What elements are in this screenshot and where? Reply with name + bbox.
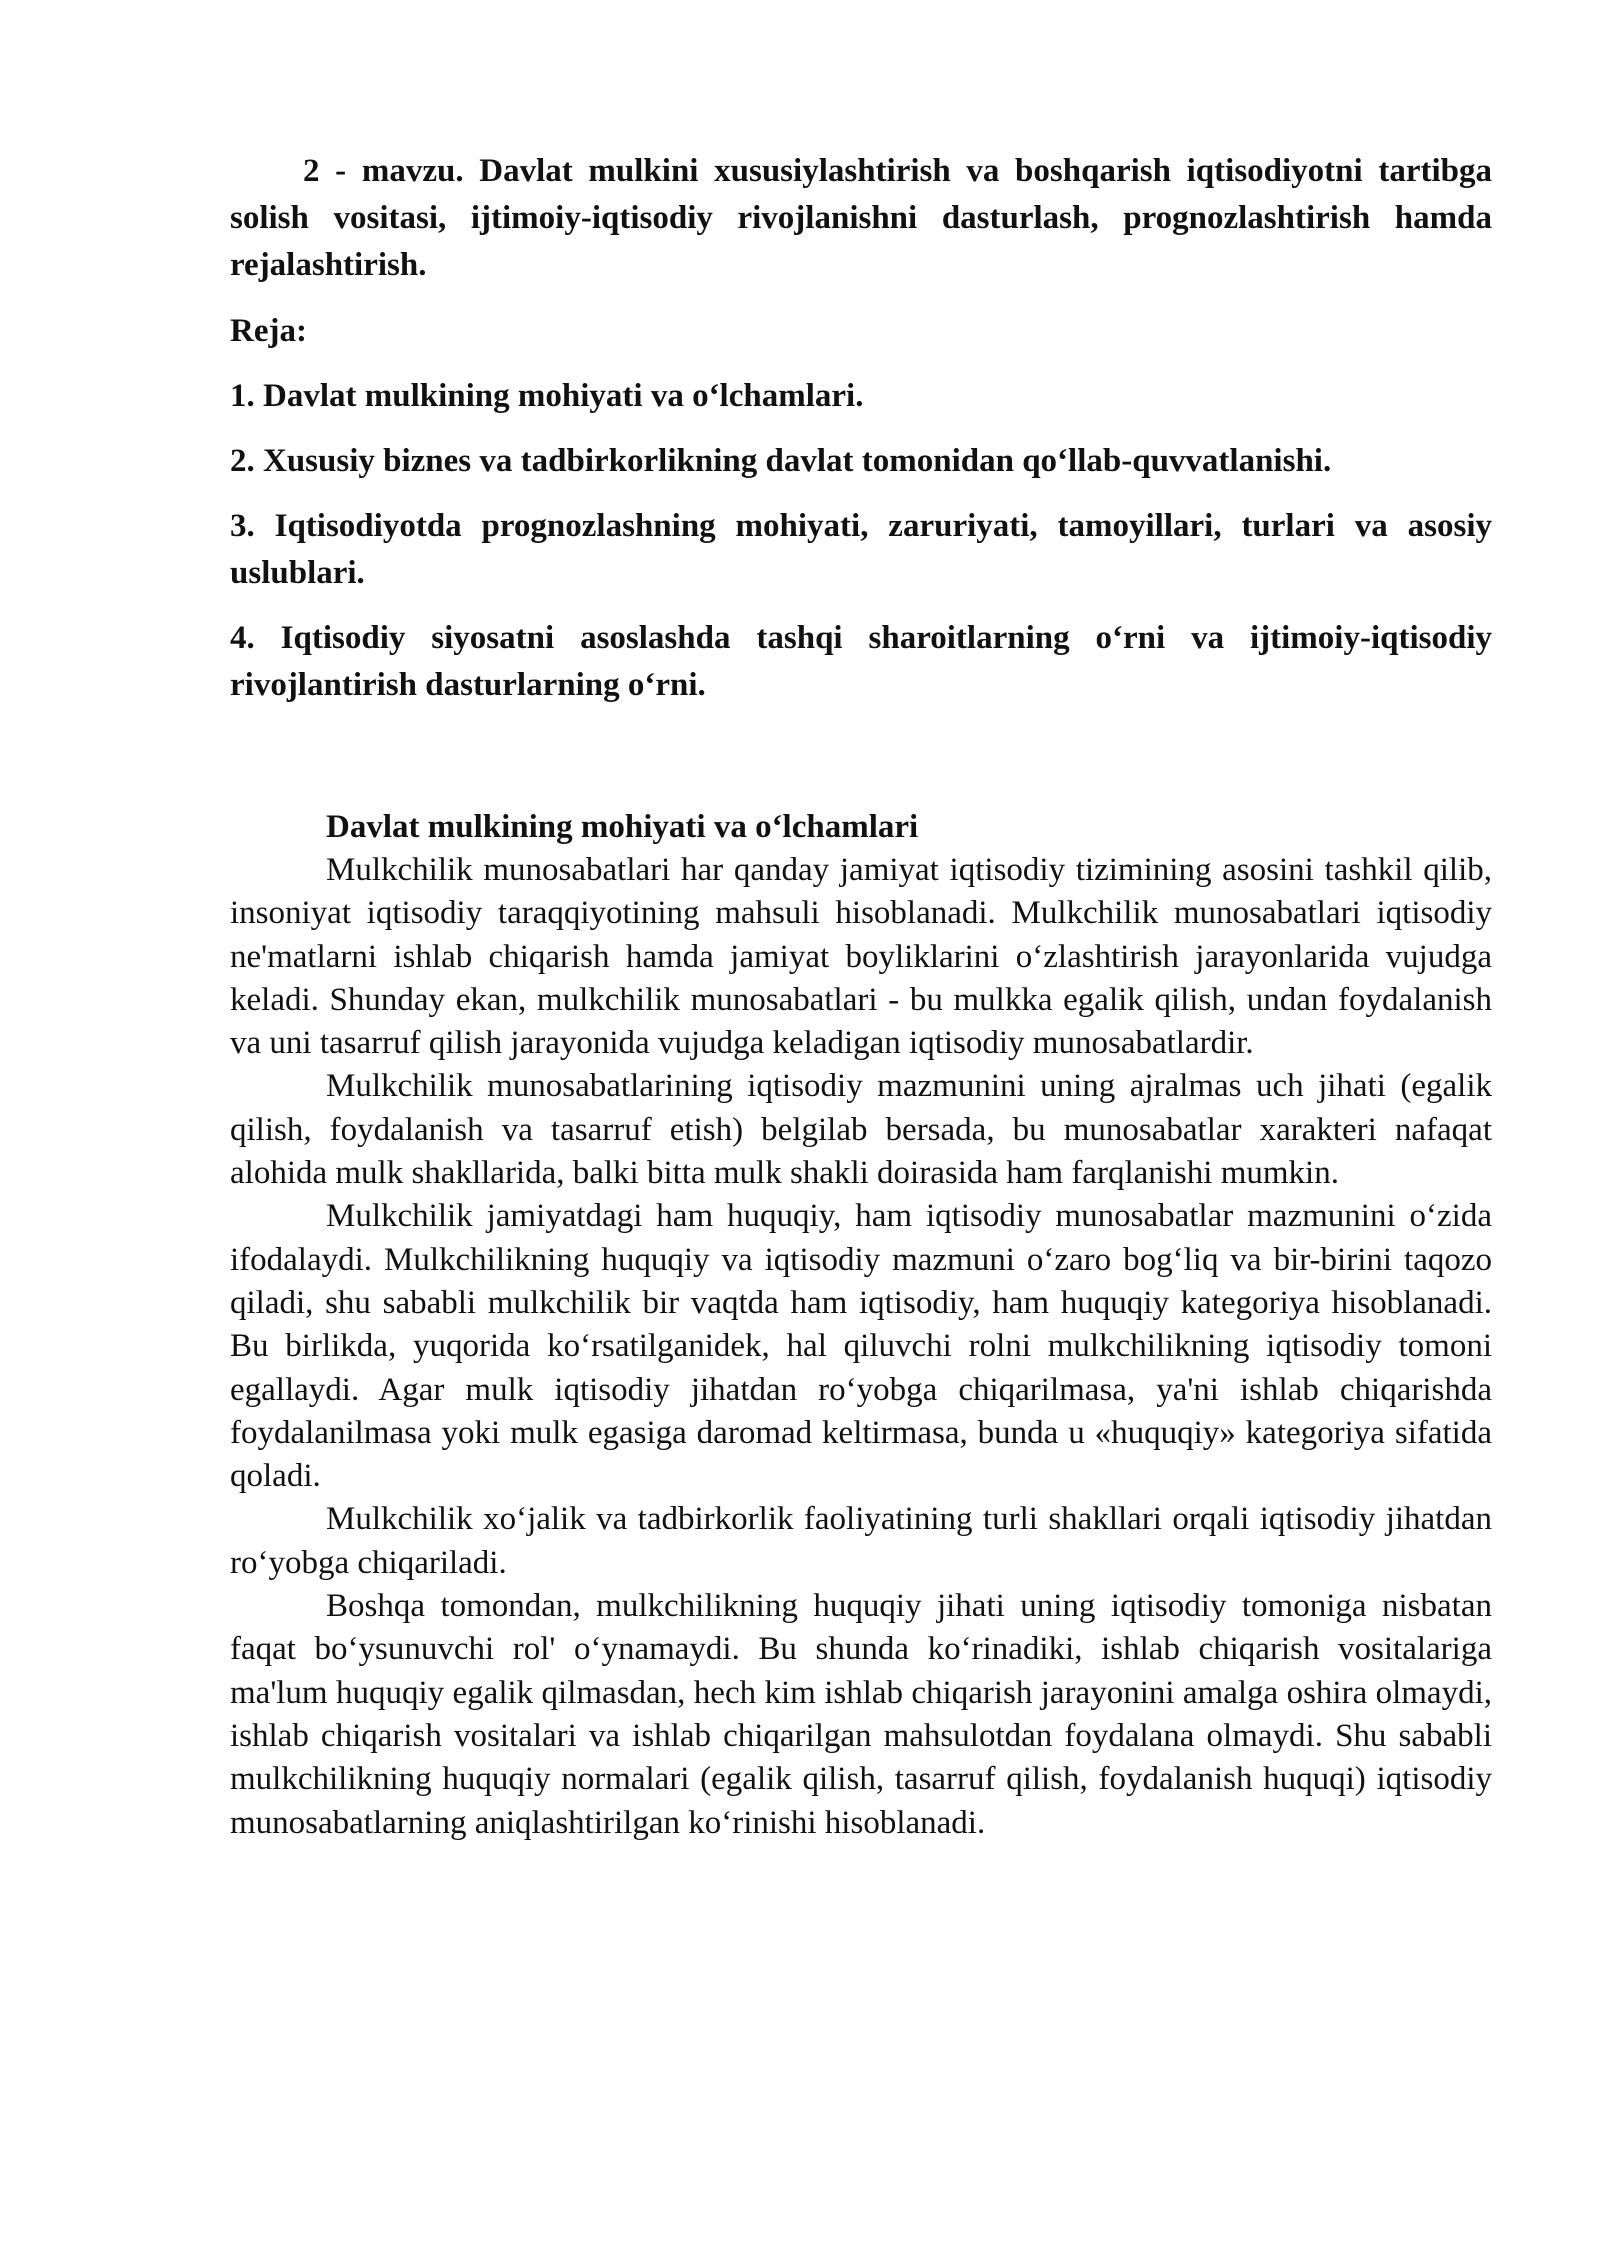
topic-number: 2 - mavzu. (303, 153, 464, 189)
paragraph-1: Mulkchilik munosabatlari har qanday jamiyat iqtisodiy tizimining asosini tashkil qilib, insoniyat iqtisodiy taraqqiyotining mahsuli hisoblanadi. Mulkchilik munosabatlari iqtisodiy ne'matlarni ishlab chiqarish hamda jamiyat boyliklarini o‘zlashtirish jarayonlarida vujudga keladi. Shunday ekan, mulkchilik munosabatlari - bu mulkka egalik qilish, undan foydalanish va uni tasarruf qilish jarayonida vujudga keladigan iqtisodiy munosabatlardir. (230, 852, 1492, 1062)
paragraph-3: Mulkchilik jamiyatdagi ham huquqiy, ham iqtisodiy munosabatlar mazmunini o‘zida ifodalaydi. Mulkchilikning huquqiy va iqtisodiy mazmuni o‘zaro bog‘liq va bir-birini taqozo qiladi, shu sababli mulkchilik bir vaqtda ham iqtisodiy, ham huquqiy kategoriya hisoblanadi. Bu birlikda, yuqorida ko‘rsatilganidek, hal qiluvchi rolni mulkchilikning iqtisodiy tomoni egallaydi. Agar mulk iqtisodiy jihatdan ro‘yobga chiqarilmasa, ya'ni ishlab chiqarishda foydalanilmasa yoki mulk egasiga daromad keltirmasa, bunda u «huquqiy» kategoriya sifatida qoladi. (230, 1198, 1492, 1495)
topic-title: Davlat mulkini xususiylashtirish va boshqarish iqtisodiyotni tartibga solish vositasi, ijtimoiy-iqtisodiy rivojlanishni dasturlash, prognozlashtirish hamda rejalashtirish. (230, 153, 1493, 283)
paragraph-2: Mulkchilik munosabatlarining iqtisodiy mazmunini uning ajralmas uch jihati (egalik qilish, foydalanish va tasarruf etish) belgilab bersada, bu munosabatlar xarakteri nafaqat alohida mulk shakllarida, balki bitta mulk shakli doirasida ham farqlanishi mumkin. (230, 1068, 1492, 1192)
plan-item-4: 4. Iqtisodiy siyosatni asoslashda tashqi sharoitlarning o‘rni va ijtimoiy-iqtisodiy rivojlantirish dasturlarning o‘rni. (230, 620, 1492, 703)
plan-item-1: 1. Davlat mulkining mohiyati va o‘lchamlari. (230, 378, 864, 414)
document-page (230, 148, 1492, 1845)
section-heading: Davlat mulkining mohiyati va o‘lchamlari (326, 809, 919, 845)
plan-heading: Reja: (230, 313, 307, 349)
plan-item-2: 2. Xususiy biznes va tadbirkorlikning davlat tomonidan qo‘llab-quvvatlanishi. (230, 443, 1332, 479)
document-title (230, 148, 1492, 289)
plan-item-3: 3. Iqtisodiyotda prognozlashning mohiyati, zaruriyati, tamoyillari, turlari va asosiy uslublari. (230, 508, 1492, 591)
paragraph-5: Boshqa tomondan, mulkchilikning huquqiy jihati uning iqtisodiy tomoniga nisbatan faqat bo‘ysunuvchi rol' o‘ynamaydi. Bu shunda ko‘rinadiki, ishlab chiqarish vositalariga ma'lum huquqiy egalik qilmasdan, hech kim ishlab chiqarish jarayonini amalga oshira olmaydi, ishlab chiqarish vositalari va ishlab chiqarilgan mahsulotdan foydalana olmaydi. Shu sababli mulkchilikning huquqiy normalari (egalik qilish, tasarruf qilish, foydalanish huquqi) iqtisodiy munosabatlarning aniqlashtirilgan ko‘rinishi hisoblanadi. (230, 1588, 1492, 1841)
paragraph-4: Mulkchilik xo‘jalik va tadbirkorlik faoliyatining turli shakllari orqali iqtisodiy jihatdan ro‘yobga chiqariladi. (230, 1501, 1492, 1581)
